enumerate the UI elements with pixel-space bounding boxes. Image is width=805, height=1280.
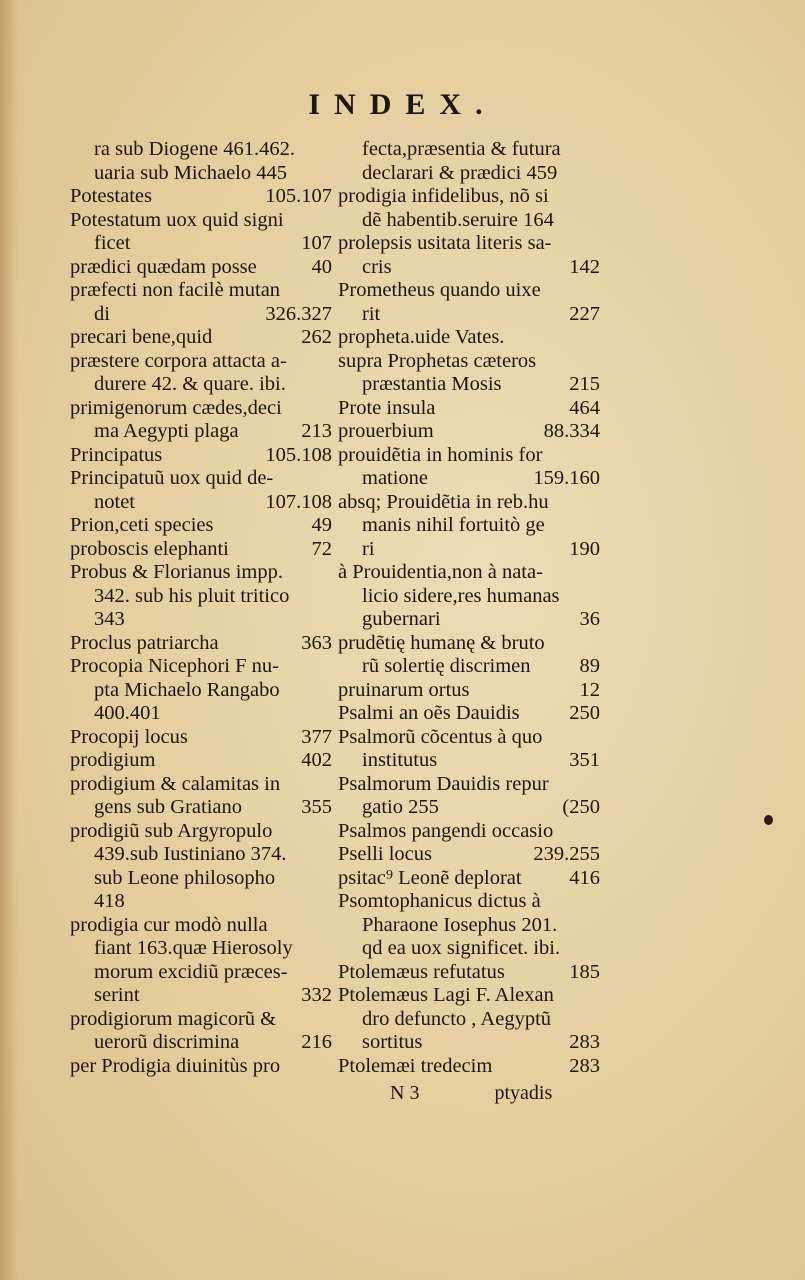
entry-text: Psalmorum Dauidis repur [338, 772, 549, 795]
entry-page-number: 250 [569, 702, 600, 724]
entry-page-number: 332 [301, 984, 332, 1006]
entry-text: Principatus [70, 443, 163, 466]
index-entry [338, 655, 600, 679]
index-entry [70, 467, 332, 491]
index-entry [338, 420, 600, 444]
index-entry [70, 702, 332, 726]
index-entry [338, 514, 600, 538]
index-entry [70, 843, 332, 867]
index-entry [338, 702, 600, 726]
index-entry [70, 491, 332, 515]
index-entry [338, 796, 600, 820]
page-edge-shadow [0, 0, 18, 1280]
index-entry [70, 538, 332, 562]
entry-page-number: 89 [579, 655, 600, 677]
index-entry [338, 937, 600, 961]
entry-text: primigenorum cædes,deci [70, 396, 282, 419]
index-entry [70, 937, 332, 961]
entry-text: pta Michaelo Rangabo [94, 678, 280, 701]
index-entry [338, 820, 600, 844]
entry-text: Psalmi an oẽs Dauidis [338, 702, 520, 724]
entry-text: Probus & Florianus impp. [70, 561, 283, 583]
index-entry [70, 256, 332, 280]
ink-spot [764, 815, 773, 825]
entry-text: rũ solertię discrimen [362, 655, 531, 677]
index-entry [338, 209, 600, 233]
entry-text: Prion,ceti species [70, 514, 214, 536]
entry-text: supra Prophetas cæteros [338, 349, 537, 372]
entry-text: Ptolemæi tredecim [338, 1054, 493, 1077]
index-entry [70, 420, 332, 444]
index-entry [338, 726, 600, 750]
entry-text: Procopij locus [70, 725, 188, 748]
entry-text: prædici quædam posse [70, 255, 257, 278]
entry-page-number: 351 [569, 749, 600, 771]
index-entry [338, 632, 600, 656]
entry-text: fecta,præsentia & futura [362, 138, 561, 160]
entry-text: prolepsis usitata literis sa- [338, 232, 552, 254]
entry-text: durere 42. & quare. ibi. [94, 373, 286, 395]
entry-text: 342. sub his pluit tritico [94, 584, 290, 607]
index-entry [70, 162, 332, 186]
index-entry [70, 232, 332, 256]
entry-text: gatio 255 [362, 796, 439, 818]
entry-text: licio sidere,res humanas [362, 584, 560, 607]
index-entry [338, 185, 600, 209]
entry-text: serint [94, 984, 140, 1006]
index-entry [70, 749, 332, 773]
entry-text: ma Aegypti plaga [94, 420, 239, 442]
index-entry [338, 232, 600, 256]
entry-text: qd ea uox significet. ibi. [362, 937, 561, 959]
entry-text: notet [94, 490, 135, 513]
entry-text: Pharaone Iosephus 201. [362, 913, 558, 936]
entry-text: ficet [94, 232, 131, 254]
entry-text: 400.401 [94, 702, 161, 724]
entry-page-number: 185 [569, 960, 600, 983]
entry-text: Procopia Nicephori F nu- [70, 655, 279, 677]
entry-text: cris [362, 255, 392, 278]
index-entry [338, 491, 600, 515]
entry-text: manis nihil fortuitò ge [362, 514, 545, 536]
entry-text: gens sub Gratiano [94, 796, 243, 818]
index-entry [70, 632, 332, 656]
entry-text: matione [362, 467, 429, 489]
index-entry [70, 867, 332, 891]
entry-text: præstantia Mosis [362, 373, 502, 395]
entry-page-number: 239.255 [533, 843, 600, 865]
entry-page-number: (250 [562, 796, 600, 818]
index-entry [338, 585, 600, 609]
catchword: ptyadis [494, 1082, 553, 1104]
entry-text: declarari & prædici 459 [362, 161, 558, 184]
index-entry [70, 185, 332, 209]
entry-text: gubernari [362, 608, 441, 630]
index-entry [70, 890, 332, 914]
index-entry [338, 914, 600, 938]
entry-text: prouerbium [338, 420, 434, 442]
entry-page-number: 36 [579, 608, 600, 630]
entry-text: prouidẽtia in hominis for [338, 443, 543, 466]
entry-text: propheta.uide Vates. [338, 326, 505, 348]
index-entry [70, 726, 332, 750]
entry-text: pruinarum ortus [338, 678, 470, 701]
index-entry [338, 350, 600, 374]
entry-text: Prometheus quando uixe [338, 279, 541, 301]
entry-text: 439.sub Iustiniano 374. [94, 843, 287, 865]
entry-text: prodigia cur modò nulla [70, 913, 268, 936]
index-entry [338, 373, 600, 397]
index-entry [70, 373, 332, 397]
index-entry [70, 444, 332, 468]
index-entry [338, 1055, 600, 1079]
index-entry [338, 749, 600, 773]
entry-text: prudẽtię humanę & bruto [338, 631, 545, 654]
entry-text: dro defuncto , Aegyptũ [362, 1007, 552, 1030]
entry-text: ri [362, 537, 375, 560]
index-entry [338, 843, 600, 867]
entry-text: uaria sub Michaelo 445 [94, 161, 287, 184]
entry-text: sub Leone philosopho [94, 866, 276, 889]
entry-page-number: 190 [569, 537, 600, 560]
index-entry [338, 984, 600, 1008]
entry-page-number: 262 [301, 326, 332, 348]
entry-text: à Prouidentia,non à nata- [338, 561, 543, 583]
index-entry [338, 561, 600, 585]
index-entry [338, 256, 600, 280]
index-entry [70, 655, 332, 679]
entry-text: di [94, 302, 110, 325]
entry-text: psitac⁹ Leonẽ deplorat [338, 866, 522, 889]
signature-mark: N 3 [390, 1082, 420, 1104]
index-entry [70, 984, 332, 1008]
running-head: INDEX. [308, 88, 497, 121]
index-entry [70, 1008, 332, 1032]
index-entry [70, 585, 332, 609]
index-entry [338, 867, 600, 891]
entry-text: institutus [362, 749, 438, 771]
index-entry [70, 350, 332, 374]
index-entry [70, 961, 332, 985]
index-entry [338, 1031, 600, 1055]
index-entry [338, 538, 600, 562]
entry-text: Psalmorũ cõcentus à quo [338, 725, 543, 748]
index-entry [338, 303, 600, 327]
entry-page-number: 377 [301, 725, 332, 748]
entry-text: præstere corpora attacta a- [70, 349, 287, 372]
entry-text: absq; Prouidẽtia in reb.hu [338, 490, 549, 513]
entry-page-number: 363 [301, 631, 332, 654]
index-entry [70, 397, 332, 421]
index-entry [70, 914, 332, 938]
index-entry [70, 796, 332, 820]
entry-text: prodigiũ sub Argyropulo [70, 819, 273, 842]
entry-page-number: 355 [301, 796, 332, 818]
right-column [338, 138, 600, 1078]
index-entry [338, 397, 600, 421]
index-entry [338, 961, 600, 985]
entry-page-number: 105.108 [265, 443, 332, 466]
entry-text: prodigia infidelibus, nõ si [338, 185, 549, 207]
entry-text: uerorũ discrimina [94, 1031, 240, 1053]
entry-text: præfecti non facilè mutan [70, 279, 281, 301]
entry-text: Proclus patriarcha [70, 631, 219, 654]
entry-page-number: 227 [569, 302, 600, 325]
entry-text: Potestates [70, 185, 152, 207]
index-entry [70, 608, 332, 632]
entry-text: proboscis elephanti [70, 537, 229, 560]
entry-text: Psalmos pangendi occasio [338, 819, 554, 842]
entry-page-number: 213 [301, 420, 332, 442]
index-entry [70, 326, 332, 350]
index-entry [338, 679, 600, 703]
index-entry [70, 279, 332, 303]
index-entry [70, 138, 332, 162]
entry-page-number: 142 [569, 255, 600, 278]
entry-text: morum excidiũ præces- [94, 960, 288, 983]
entry-page-number: 105.107 [265, 185, 332, 207]
index-entry [70, 820, 332, 844]
entry-page-number: 283 [569, 1054, 600, 1077]
entry-page-number: 216 [301, 1031, 332, 1053]
index-entry [338, 890, 600, 914]
entry-text: precari bene,quid [70, 326, 213, 348]
entry-text: 343 [94, 608, 125, 630]
entry-page-number: 159.160 [533, 467, 600, 489]
entry-text: ra sub Diogene 461.462. [94, 138, 295, 160]
entry-text: Ptolemæus refutatus [338, 960, 505, 983]
entry-text: Prote insula [338, 396, 436, 419]
entry-text: fiant 163.quæ Hierosoly [94, 937, 293, 959]
entry-page-number: 402 [301, 749, 332, 771]
left-column [70, 138, 332, 1078]
index-entry [70, 773, 332, 797]
index-entry [338, 326, 600, 350]
entry-text: Potestatum uox quid signi [70, 208, 284, 231]
index-entry [70, 561, 332, 585]
index-entry [338, 608, 600, 632]
index-entry [338, 138, 600, 162]
index-entry [70, 209, 332, 233]
entry-page-number: 40 [311, 255, 332, 278]
index-entry [70, 679, 332, 703]
entry-text: per Prodigia diuinitùs pro [70, 1054, 281, 1077]
entry-text: dẽ habentib.seruire 164 [362, 208, 554, 231]
index-entry [70, 1031, 332, 1055]
entry-text: prodigium [70, 749, 156, 771]
entry-page-number: 283 [569, 1031, 600, 1053]
entry-text: 418 [94, 890, 125, 912]
index-entry [338, 773, 600, 797]
index-entry [338, 1008, 600, 1032]
entry-text: rit [362, 302, 381, 325]
index-entry [70, 514, 332, 538]
entry-page-number: 464 [569, 396, 600, 419]
entry-text: prodigiorum magicorũ & [70, 1007, 277, 1030]
entry-page-number: 12 [579, 678, 600, 701]
entry-page-number: 72 [311, 537, 332, 560]
page-footer [390, 1082, 552, 1105]
index-entry [70, 303, 332, 327]
entry-page-number: 107 [301, 232, 332, 254]
entry-text: sortitus [362, 1031, 423, 1053]
entry-page-number: 88.334 [543, 420, 600, 442]
entry-text: Pselli locus [338, 843, 432, 865]
entry-page-number: 416 [569, 866, 600, 889]
entry-text: prodigium & calamitas in [70, 772, 281, 795]
index-entry [338, 279, 600, 303]
entry-page-number: 49 [311, 514, 332, 536]
entry-text: Ptolemæus Lagi F. Alexan [338, 984, 554, 1006]
entry-page-number: 107.108 [265, 490, 332, 513]
index-entry [338, 444, 600, 468]
index-entry [70, 1055, 332, 1079]
entry-text: Principatuũ uox quid de- [70, 467, 274, 489]
entry-text: Psomtophanicus dictus à [338, 890, 541, 912]
entry-page-number: 326.327 [265, 302, 332, 325]
entry-page-number: 215 [569, 373, 600, 395]
index-entry [338, 467, 600, 491]
index-entry [338, 162, 600, 186]
